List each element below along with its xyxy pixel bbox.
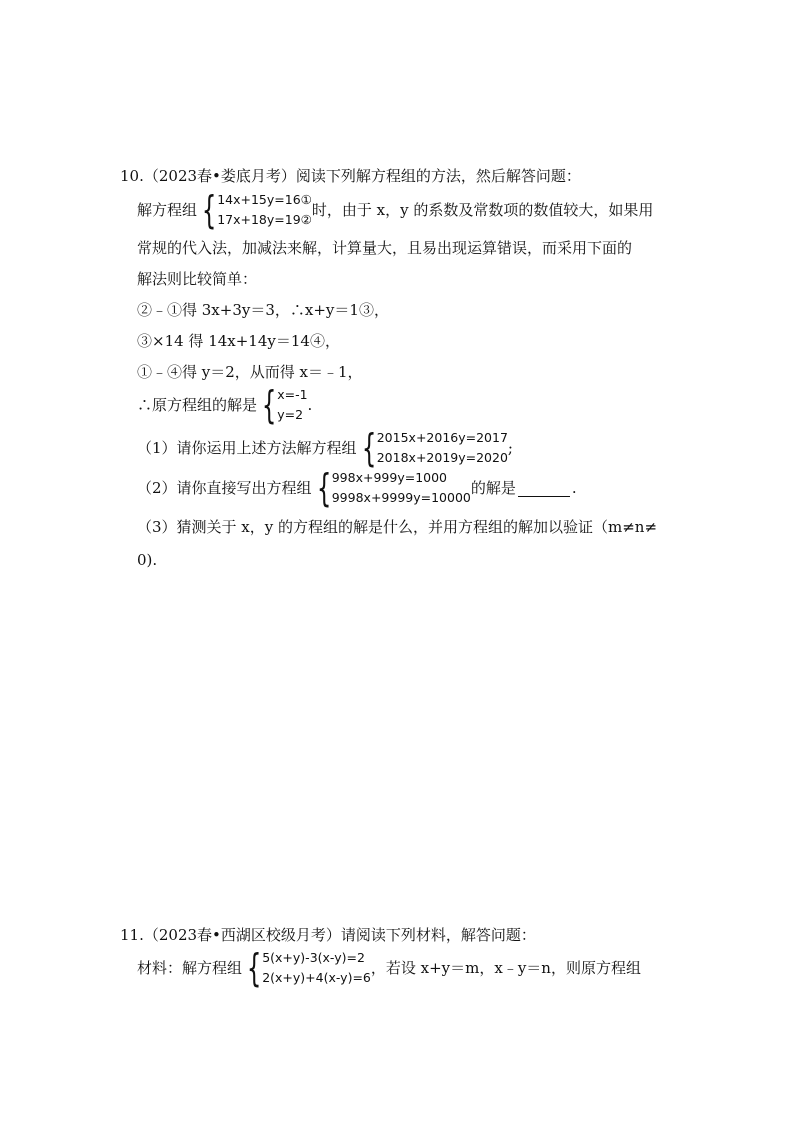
- q11-system-eq1: 5(x+y)-3(x-y)=2: [262, 950, 365, 965]
- q11-header: 11.（2023春•西湖区校级月考）请阅读下列材料，解答问题：: [120, 926, 536, 944]
- q10-solution-y: y=2: [277, 407, 304, 422]
- q11-material: [137, 948, 641, 988]
- q10-part2-suffix-b: .: [571, 479, 577, 497]
- q10-intro-suffix: 时，由于 x，y 的系数及常数项的数值较大，如果用: [311, 201, 654, 219]
- q11-material-suffix: ，若设 x+y＝m，x﹣y＝n，则原方程组: [370, 959, 641, 977]
- left-brace-icon: {: [361, 426, 376, 470]
- q10-part3-line1: （3）猜测关于 x，y 的方程组的解是什么，并用方程组的解加以验证（m≠n≠: [137, 518, 658, 536]
- q10-part2-eq2: 9998x+9999y=10000: [331, 490, 471, 505]
- q10-system: [197, 190, 312, 230]
- q10-part2: [137, 468, 577, 508]
- q10-solution-system: [257, 385, 308, 425]
- q10-conclusion-prefix: ∴原方程组的解是: [137, 396, 258, 414]
- q10-part1-eq1: 2015x+2016y=2017: [376, 430, 508, 445]
- answer-blank[interactable]: [518, 480, 570, 497]
- q10-system-eq1: 14x+15y=16①: [217, 192, 312, 207]
- q10-system-eq2: 17x+18y=19②: [217, 212, 312, 227]
- q10-part2-suffix-a: 的解是: [470, 479, 516, 497]
- q10-step1: ②﹣①得 3x+3y＝3，∴x+y＝1③，: [137, 301, 389, 319]
- q10-part1-eq2: 2018x+2019y=2020: [376, 450, 508, 465]
- left-brace-icon: {: [246, 946, 262, 990]
- q10-header: 10.（2023春•娄底月考）阅读下列解方程组的方法，然后解答问题：: [120, 167, 581, 185]
- q10-part1-system: [357, 428, 508, 468]
- q10-part1-prefix: （1）请你运用上述方法解方程组: [137, 439, 357, 457]
- q10-solution-x: x=-1: [277, 387, 308, 402]
- q11-system-eq2: 2(x+y)+4(x-y)=6: [262, 970, 371, 985]
- q10-step2: ③×14 得 14x+14y＝14④，: [137, 332, 340, 350]
- q10-step3: ①﹣④得 y＝2，从而得 x＝﹣1，: [137, 363, 363, 381]
- q10-conclusion-suffix: .: [307, 396, 313, 414]
- q10-intro-prefix: 解方程组: [137, 201, 198, 219]
- left-brace-icon: {: [261, 383, 277, 427]
- q11-material-prefix: 材料：解方程组: [137, 959, 243, 977]
- left-brace-icon: {: [201, 188, 217, 232]
- q10-line2: 常规的代入法，加减法来解，计算量大，且易出现运算错误，而采用下面的: [137, 239, 633, 257]
- q11-system: [242, 948, 371, 988]
- q10-part1-suffix: ;: [507, 439, 513, 457]
- q10-part2-system: [312, 468, 471, 508]
- q10-conclusion: [137, 385, 312, 425]
- left-brace-icon: {: [316, 466, 331, 510]
- q10-part3-line2: 0).: [137, 551, 158, 569]
- q10-intro-line: [137, 190, 653, 230]
- q10-part2-eq1: 998x+999y=1000: [331, 470, 448, 485]
- q10-part2-prefix: （2）请你直接写出方程组: [137, 479, 312, 497]
- q10-line3: 解法则比较简单：: [137, 270, 258, 288]
- q10-part1: [137, 428, 513, 468]
